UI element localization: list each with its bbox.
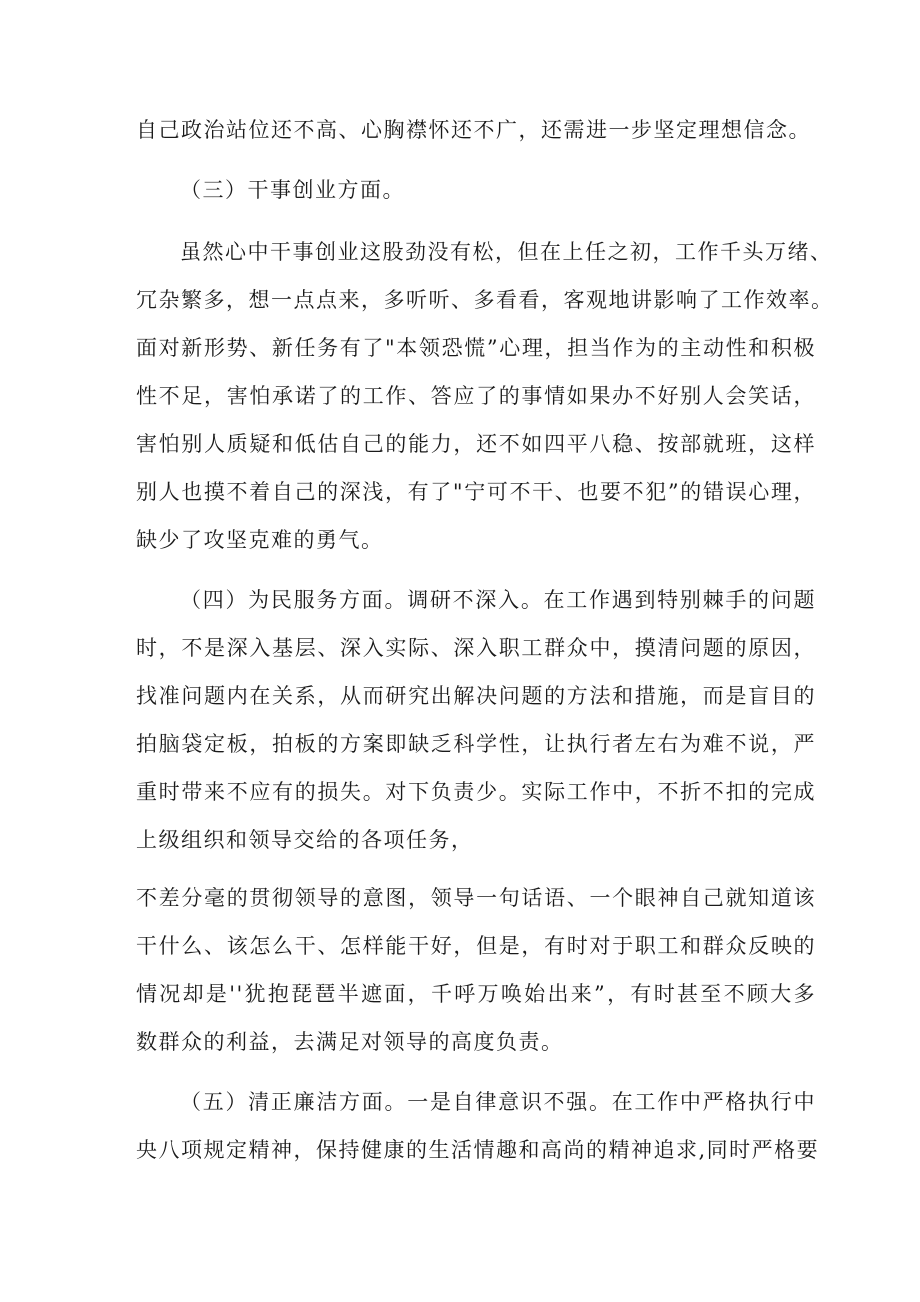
text-line: 面对新形势、新任务有了"本领恐慌”心理，担当作为的主动性和积极 bbox=[136, 336, 816, 360]
text-line: 缺少了攻坚克难的勇气。 bbox=[136, 528, 384, 552]
text-line: 不差分毫的贯彻领导的意图，领导一句话语、一个眼神自己就知道该 bbox=[136, 886, 816, 910]
text-line: 虽然心中干事创业这股劲没有松，但在上任之初，工作千头万绪、 bbox=[180, 240, 833, 264]
text-line: 找准问题内在关系，从而研究出解决问题的方法和措施，而是盲目的 bbox=[136, 684, 816, 708]
text-line: 冗杂繁多，想一点点来，多听听、多看看，客观地讲影响了工作效率。 bbox=[136, 288, 834, 312]
text-line: 自己政治站位还不高、心胸襟怀还不广，还需进一步坚定理想信念。 bbox=[136, 118, 811, 142]
text-line: 情况却是''犹抱琵琶半遮面，千呼万唤始出来”，有时甚至不顾大多 bbox=[136, 982, 816, 1006]
section-heading-3: （三）干事创业方面。 bbox=[180, 178, 405, 202]
text-line: 上级组织和领导交给的各项任务， bbox=[136, 828, 474, 852]
text-line: 时，不是深入基层、深入实际、深入职工群众中，摸清问题的原因， bbox=[136, 636, 816, 660]
text-line: 别人也摸不着自己的深浅，有了"宁可不干、也要不犯”的错误心理， bbox=[136, 480, 816, 504]
text-line: 干什么、该怎么干、怎样能干好，但是，有时对于职工和群众反映的 bbox=[136, 934, 816, 958]
section-heading-5: （五）清正廉洁方面。一是自律意识不强。在工作中严格执行中 bbox=[180, 1090, 816, 1114]
text-line: 重时带来不应有的损失。对下负责少。实际工作中，不折不扣的完成 bbox=[136, 780, 816, 804]
text-line: 拍脑袋定板，拍板的方案即缺乏科学性，让执行者左右为难不说，严 bbox=[136, 732, 816, 756]
text-line: 性不足，害怕承诺了的工作、答应了的事情如果办不好别人会笑话， bbox=[136, 384, 816, 408]
text-line: 数群众的利益，去满足对领导的高度负责。 bbox=[136, 1030, 564, 1054]
text-line: 害怕别人质疑和低估自己的能力，还不如四平八稳、按部就班，这样 bbox=[136, 432, 816, 456]
text-line: 央八项规定精神，保持健康的生活情趣和高尚的精神追求,同时严格要 bbox=[136, 1138, 820, 1162]
section-heading-4: （四）为民服务方面。调研不深入。在工作遇到特别棘手的问题 bbox=[180, 588, 816, 612]
